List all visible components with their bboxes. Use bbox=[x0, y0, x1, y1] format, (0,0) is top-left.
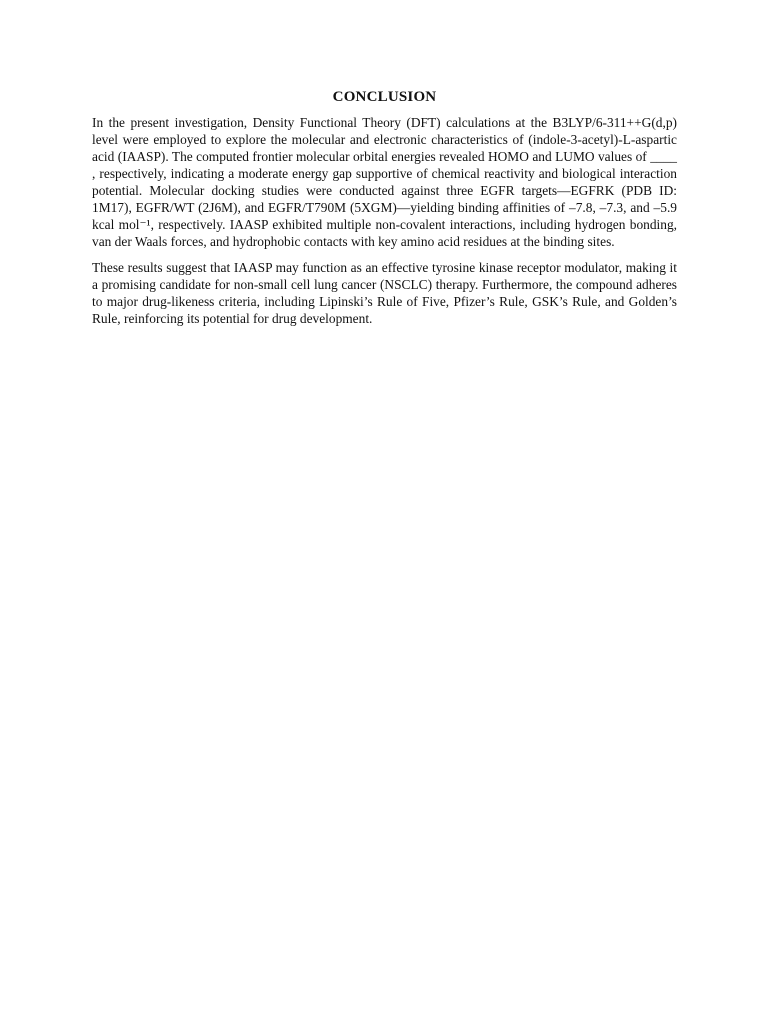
conclusion-section bbox=[92, 86, 677, 336]
paragraph-implications: These results suggest that IAASP may function as an effective tyrosine kinase receptor modulator, making it a promising candidate for non-small cell lung cancer (NSCLC) therapy. Furthermore, the compound adheres to major drug-likeness criteria, including Lipinski’s Rule of Five, Pfizer’s Rule, GSK’s Rule, and Golden’s Rule, reinforcing its potential for drug development. bbox=[92, 260, 677, 326]
section-heading: CONCLUSION bbox=[332, 89, 437, 105]
paragraph-findings: In the present investigation, Density Functional Theory (DFT) calculations at the B3LYP/6-311++G(d,p) level were employed to explore the molecular and electronic characteristics of (indole-3-acetyl)-L-aspartic acid (IAASP). The computed frontier molecular orbital energies revealed HOMO and LUMO values of ____ , respectively, indicating a moderate energy gap supportive of chemical reactivity and biological interaction potential. Molecular docking studies were conducted against three EGFR targets—EGFRK (PDB ID: 1M17), EGFR/WT (2J6M), and EGFR/T790M (5XGM)—yielding binding affinities of –7.8, –7.3, and –5.9 kcal mol⁻¹, respectively. IAASP exhibited multiple non-covalent interactions, including hydrogen bonding, van der Waals forces, and hydrophobic contacts with key amino acid residues at the binding sites. bbox=[92, 115, 677, 249]
